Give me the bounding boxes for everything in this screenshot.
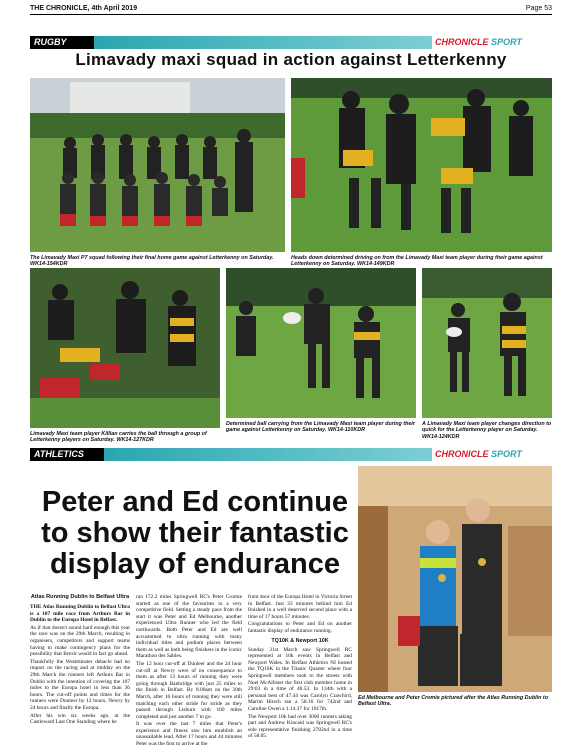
brand-sport: SPORT bbox=[491, 37, 522, 47]
rugby-brand bbox=[435, 36, 522, 49]
article-paragraph: Sunday 31st March saw Springwell RC represented at 10k events in Belfast and Newport Wales. In Belfast Athletics NI hosted the TQ10K in the Titanic Quarter where four Springwell members took to the streets with Noel McAllister the first club member home in 29:03 in a time of 46.53. In 134th with a personal best of 47.44 was Carolyn Crawford, Martin Hirsch ran a 58.16 for 742nd and Caroline Owen a 1.14.37 for 1017th. bbox=[248, 646, 352, 712]
article-subhead: TQ10K & Newport 10K bbox=[271, 637, 329, 644]
article-paragraph: THE Atlas Running Dublin to Belfast Ultra is a 107 mile race from Arthurs Bar in Dublin to the Europa Hotel in Belfast. bbox=[30, 604, 130, 624]
rugby-section-bar bbox=[94, 36, 432, 49]
header-rule bbox=[30, 14, 552, 15]
page-dateline: THE CHRONICLE, 4th April 2019 bbox=[30, 5, 138, 12]
rugby-headline: Limavady maxi squad in action against Letterkenny bbox=[75, 50, 507, 69]
brand-sport: SPORT bbox=[491, 449, 522, 459]
article-paragraph: ran 172.2 miles Springwell RC's Peter Cromie started as one of the favourites in a very competitive field. Setting a steady pace from the start it was Peter and Ed Melbourne, another experienced Ultra Runner who led the field northwards. Both Peter and Ed are well accustomed to ultra running with many individual titles and podium places between them as well as both being finishers in the iconic Marathon des Sables. bbox=[136, 594, 242, 660]
article-paragraph: It was over the last 7 miles that Peter's experience and fitness saw him establish an unassailable lead. After 17 hours and 44 minutes Peter was the first to arrive at the bbox=[136, 721, 242, 748]
killian-photo-caption: Limavady Maxi team player Killian carries the ball through a group of Letterkenny players on Saturday. WK14-127KDR bbox=[30, 431, 207, 444]
rugby-label: RUGBY bbox=[30, 36, 94, 49]
runners-photo-caption: Ed Melbourne and Peter Cromie pictured after the Atlas Running Dublin to Belfast Ultra. bbox=[358, 695, 548, 708]
article-paragraph: Thankfully the Westminster debacle had no impact on the racing and at midday on the 29th March the runners left Arthurs Bar in Dublin with the intention of covering the 107 miles to the Europa hotel in less than 36 hours. The cut-off points and times for the runners were Dunleer by 12 hours, Newry by 24 hours and finally the Europa. bbox=[30, 658, 130, 711]
article-column-1 bbox=[30, 594, 130, 727]
athletics-label: ATHLETICS bbox=[30, 448, 104, 461]
article-paragraph: As if that doesn't sound hard enough this year the race was on the 29th March, resulting in organisers, competitors and support teams having to make contingency plans for the possibility that Brexit would in fact go ahead. bbox=[30, 624, 130, 658]
runners-photo bbox=[358, 466, 552, 692]
squad-photo-caption: The Limavady Maxi P7 squad following their final home game against Letterkenny on Saturday. WK14-154KDR bbox=[30, 255, 274, 268]
change-direction-photo-caption: A Limavady Maxi team player changes direction to quick for the Letterkenny player on Saturday. WK14-124KDR bbox=[422, 421, 552, 440]
driving-photo-caption: Heads down determined driving on from the Limavady Maxi team player during their game against Letterkenny on Saturday. WK14-149KDR bbox=[291, 255, 543, 268]
article-paragraph: Congratulations to Peter and Ed on another fantastic display of endurance running. bbox=[248, 621, 352, 634]
athletics-headline: Peter and Ed continue to show their fantastic display of endurance bbox=[41, 486, 349, 580]
ball-carrying-photo bbox=[226, 268, 416, 418]
squad-photo bbox=[30, 78, 285, 252]
driving-photo bbox=[291, 78, 552, 252]
athletics-section-tag bbox=[30, 448, 104, 461]
article-column-2 bbox=[136, 594, 242, 749]
brand-chronicle: CHRONICLE bbox=[435, 37, 489, 47]
article-paragraph: The 12 hour cut-off at Dunleer and the 24 hour cut-off at Newry were of no consequence to them as after 13 hours of running they were going through Banbridge with just 25 miles to the finish in Belfast. By 8.00am on the 30th March, after 16 hours of running they were still matching each other stride for stride as they passed through Lisburn with 100 miles completed and just another 7 to go. bbox=[136, 660, 242, 720]
article-kicker: Atlas Running Dublin to Belfast Ultra bbox=[30, 594, 130, 600]
ball-carrying-photo-caption: Determined ball carrying from the Limavady Maxi team player during their game against Letterkenny on Saturday. WK14-110KDR bbox=[226, 421, 416, 434]
article-paragraph: After his win six weeks ago, at the Castleward Last One Standing where he bbox=[30, 712, 130, 726]
athletics-section-bar bbox=[104, 448, 432, 461]
athletics-brand bbox=[435, 448, 522, 461]
article-column-3 bbox=[248, 594, 352, 741]
article-paragraph: front door of the Europa Hotel in Victoria Street in Belfast. Just 33 minutes behind him Ed finished in a well deserved second place with a time of 17 hours 57 minutes. bbox=[248, 594, 352, 620]
rugby-section-tag bbox=[30, 36, 94, 49]
killian-photo bbox=[30, 268, 220, 428]
article-paragraph: The Newport 10k had over 3000 runners taking part and Andrew Kincaid was Springwell RC's sole representative finishing 2782nd in a time of 58.05. bbox=[248, 713, 352, 740]
change-direction-photo bbox=[422, 268, 552, 418]
page-number: Page 53 bbox=[525, 5, 552, 12]
brand-chronicle: CHRONICLE bbox=[435, 449, 489, 459]
